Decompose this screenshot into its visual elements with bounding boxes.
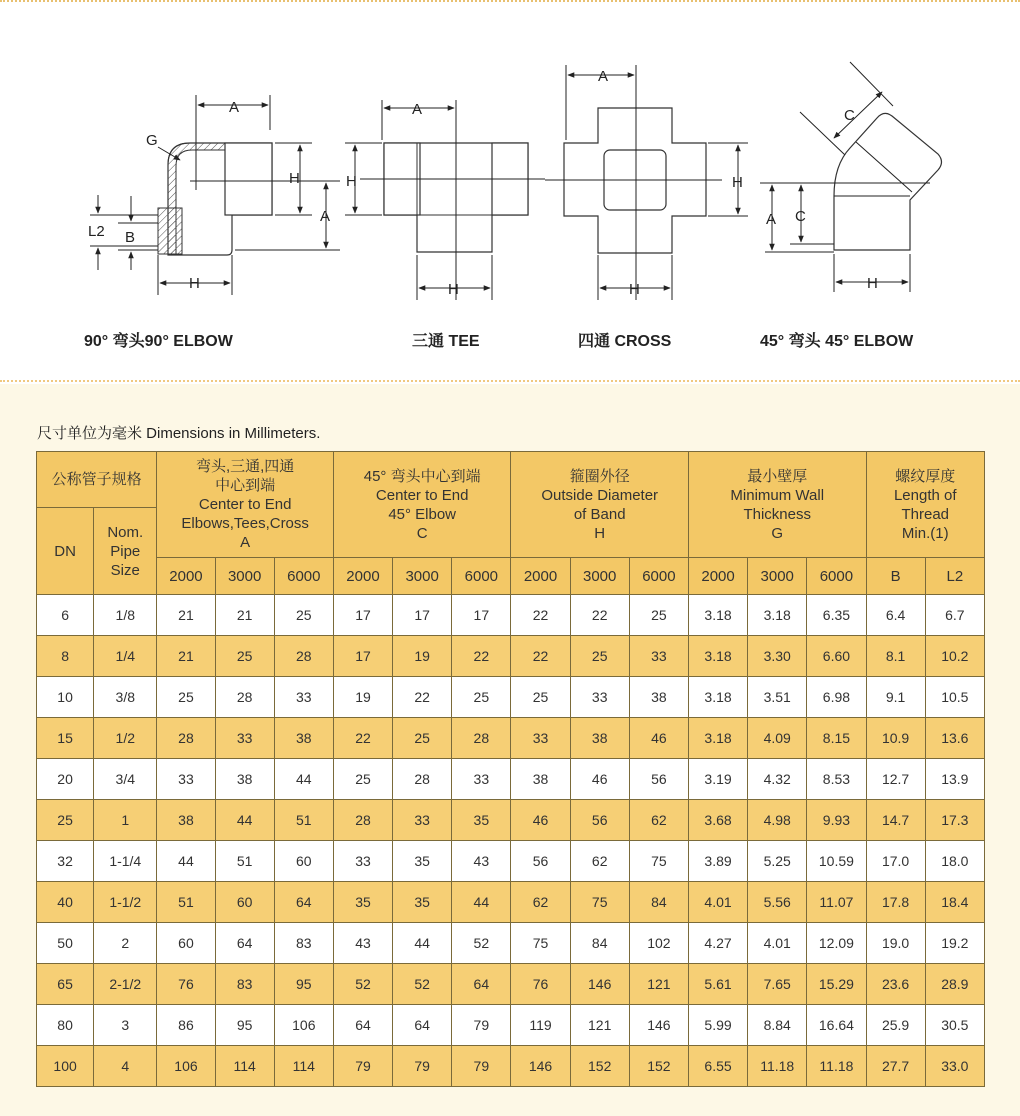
header-a-line4: Elbows,Tees,Cross (181, 515, 309, 532)
table-cell: 35 (393, 841, 452, 882)
table-cell: 3.19 (688, 759, 747, 800)
elbow90-label-h-bottom: H (189, 275, 200, 292)
header-spec-cn: 公称管子规格 (37, 452, 157, 508)
table-row (37, 636, 985, 677)
header-c-line4: C (416, 524, 428, 542)
table-cell: 86 (157, 1005, 215, 1046)
header-c-line2: Center to End (375, 486, 469, 504)
elbow90-label-h-right: H (289, 170, 300, 187)
table-cell: 3.68 (688, 800, 747, 841)
table-cell: 56 (629, 759, 688, 800)
table-cell: 62 (629, 800, 688, 841)
table-cell: 10.9 (866, 718, 925, 759)
table-cell: 11.07 (807, 882, 866, 923)
table-cell: 21 (215, 595, 274, 636)
table-row (37, 595, 985, 636)
table-cell: 2 (94, 923, 157, 964)
table-cell: 25.9 (866, 1005, 925, 1046)
table-cell: 79 (452, 1046, 511, 1087)
table-cell: 15.29 (807, 964, 866, 1005)
table-cell: 146 (511, 1046, 570, 1087)
table-cell: 3/4 (94, 759, 157, 800)
table-cell: 79 (452, 1005, 511, 1046)
table-cell: 5.61 (688, 964, 747, 1005)
table-cell: 6.98 (807, 677, 866, 718)
table-cell: 17 (333, 636, 392, 677)
table-cell: 25 (511, 677, 570, 718)
header-a-line5: A (240, 534, 251, 551)
table-cell: 33.0 (925, 1046, 984, 1087)
elbow90-label-b: B (125, 229, 136, 246)
header-center-to-end-c (333, 452, 511, 558)
table-cell: 43 (333, 923, 392, 964)
table-cell: 35 (333, 882, 392, 923)
table-cell: 25 (393, 718, 452, 759)
header-class-cell: 3000 (570, 558, 629, 595)
table-cell: 8.1 (866, 636, 925, 677)
table-cell: 106 (157, 1046, 215, 1087)
elbow90-caption: 90° 弯头90° ELBOW (84, 333, 233, 350)
table-cell: 9.93 (807, 800, 866, 841)
header-class-cell: 3000 (748, 558, 807, 595)
table-cell: 51 (215, 841, 274, 882)
table-cell: 64 (274, 882, 333, 923)
table-cell: 12.09 (807, 923, 866, 964)
table-cell: 100 (37, 1046, 94, 1087)
table-cell: 64 (393, 1005, 452, 1046)
table-cell: 46 (629, 718, 688, 759)
table-cell: 2-1/2 (94, 964, 157, 1005)
table-cell: 44 (452, 882, 511, 923)
table-cell: 50 (37, 923, 94, 964)
table-cell: 146 (570, 964, 629, 1005)
header-nom-pipe-size (94, 508, 157, 595)
table-cell: 5.25 (748, 841, 807, 882)
header-g-line3: Thickness (743, 505, 811, 523)
table-cell: 4.98 (748, 800, 807, 841)
table-cell: 52 (393, 964, 452, 1005)
table-cell: 22 (333, 718, 392, 759)
table-cell: 40 (37, 882, 94, 923)
table-cell: 83 (215, 964, 274, 1005)
table-cell: 106 (274, 1005, 333, 1046)
table-cell: 3 (94, 1005, 157, 1046)
header-h-line2: Outside Diameter (541, 486, 659, 504)
table-cell: 1-1/2 (94, 882, 157, 923)
table-cell: 152 (570, 1046, 629, 1087)
table-cell: 22 (452, 636, 511, 677)
header-class-cell: 6000 (452, 558, 511, 595)
table-cell: 3.89 (688, 841, 747, 882)
table-cell: 1 (94, 800, 157, 841)
table-cell: 76 (157, 964, 215, 1005)
table-cell: 38 (511, 759, 570, 800)
elbow45-caption: 45° 弯头 45° ELBOW (760, 333, 914, 350)
table-cell: 17 (333, 595, 392, 636)
cross-drawing (545, 65, 748, 300)
table-cell: 4.01 (688, 882, 747, 923)
table-cell: 44 (157, 841, 215, 882)
table-cell: 22 (511, 595, 570, 636)
table-cell: 102 (629, 923, 688, 964)
table-cell: 22 (511, 636, 570, 677)
tee-label-h-left: H (346, 173, 357, 190)
header-class-cell: 3000 (215, 558, 274, 595)
table-cell: 84 (570, 923, 629, 964)
table-cell: 22 (570, 595, 629, 636)
header-h-line4: H (594, 524, 606, 542)
header-class-cell: L2 (925, 558, 984, 595)
table-cell: 10.5 (925, 677, 984, 718)
table-cell: 38 (629, 677, 688, 718)
table-cell: 4.09 (748, 718, 807, 759)
table-row (37, 1046, 985, 1087)
table-row (37, 800, 985, 841)
elbow90-label-a-right: A (320, 208, 331, 225)
table-cell: 46 (511, 800, 570, 841)
table-cell: 6.7 (925, 595, 984, 636)
table-cell: 8.53 (807, 759, 866, 800)
table-cell: 19.0 (866, 923, 925, 964)
elbow90-label-g: G (146, 132, 158, 149)
table-cell: 25 (157, 677, 215, 718)
cross-caption: 四通 CROSS (578, 333, 672, 350)
table-cell: 18.0 (925, 841, 984, 882)
table-cell: 3.18 (748, 595, 807, 636)
table-cell: 18.4 (925, 882, 984, 923)
table-cell: 44 (274, 759, 333, 800)
table-cell: 1/2 (94, 718, 157, 759)
table-cell: 25 (215, 636, 274, 677)
table-cell: 25 (452, 677, 511, 718)
header-class-cell: B (866, 558, 925, 595)
table-cell: 6.60 (807, 636, 866, 677)
header-outside-diameter-h (511, 452, 689, 558)
table-cell: 95 (215, 1005, 274, 1046)
table-cell: 9.1 (866, 677, 925, 718)
header-g-line4: G (771, 524, 784, 542)
tee-drawing (345, 100, 545, 300)
table-cell: 64 (333, 1005, 392, 1046)
header-min-wall-g (688, 452, 866, 558)
units-note: 尺寸单位为毫米 Dimensions in Millimeters. (37, 425, 321, 442)
header-nps-line1: Nom. (107, 523, 144, 541)
table-cell: 79 (393, 1046, 452, 1087)
header-t-line2: Length of (893, 486, 957, 504)
table-cell: 76 (511, 964, 570, 1005)
table-cell: 52 (452, 923, 511, 964)
table-cell: 33 (629, 636, 688, 677)
table-cell: 83 (274, 923, 333, 964)
table-cell: 28 (393, 759, 452, 800)
table-cell: 21 (157, 636, 215, 677)
header-nps-line3: Size (110, 561, 140, 579)
table-cell: 3.18 (688, 677, 747, 718)
table-cell: 32 (37, 841, 94, 882)
elbow90-label-a: A (229, 99, 240, 116)
table-cell: 17.3 (925, 800, 984, 841)
header-class-cell: 6000 (807, 558, 866, 595)
elbow45-label-h-bottom: H (867, 275, 878, 292)
table-cell: 33 (452, 759, 511, 800)
table-cell: 17 (393, 595, 452, 636)
table-cell: 35 (393, 882, 452, 923)
header-class-cell: 2000 (688, 558, 747, 595)
cross-label-h-bottom: H (629, 281, 640, 298)
table-cell: 17.0 (866, 841, 925, 882)
header-class-cell: 6000 (629, 558, 688, 595)
table-cell: 3/8 (94, 677, 157, 718)
table-cell: 8.15 (807, 718, 866, 759)
header-class-cell: 2000 (511, 558, 570, 595)
table-cell: 5.99 (688, 1005, 747, 1046)
table-cell: 19 (333, 677, 392, 718)
table-cell: 33 (215, 718, 274, 759)
table-cell: 6.4 (866, 595, 925, 636)
header-t-line3: Thread (901, 505, 950, 523)
table-cell: 12.7 (866, 759, 925, 800)
elbow90-label-l2: L2 (88, 223, 105, 240)
table-cell: 25 (274, 595, 333, 636)
table-cell: 60 (157, 923, 215, 964)
table-cell: 13.9 (925, 759, 984, 800)
table-cell: 35 (452, 800, 511, 841)
table-row (37, 718, 985, 759)
header-class-cell: 2000 (333, 558, 392, 595)
table-row (37, 841, 985, 882)
table-cell: 30.5 (925, 1005, 984, 1046)
table-cell: 38 (157, 800, 215, 841)
table-cell: 38 (215, 759, 274, 800)
header-class-cell: 3000 (393, 558, 452, 595)
header-class-cell: 6000 (274, 558, 333, 595)
table-cell: 114 (215, 1046, 274, 1087)
table-cell: 25 (333, 759, 392, 800)
table-row (37, 882, 985, 923)
table-cell: 19 (393, 636, 452, 677)
table-cell: 43 (452, 841, 511, 882)
table-cell: 22 (393, 677, 452, 718)
table-cell: 28 (274, 636, 333, 677)
table-cell: 3.18 (688, 595, 747, 636)
table-cell: 6.55 (688, 1046, 747, 1087)
elbow45-label-c: C (795, 208, 806, 225)
header-class-row (37, 558, 985, 595)
table-cell: 33 (511, 718, 570, 759)
table-cell: 8 (37, 636, 94, 677)
table-cell: 33 (333, 841, 392, 882)
table-cell: 25 (570, 636, 629, 677)
table-cell: 17.8 (866, 882, 925, 923)
header-h-line3: of Band (573, 505, 626, 523)
table-cell: 11.18 (748, 1046, 807, 1087)
table-cell: 28 (215, 677, 274, 718)
table-cell: 4.01 (748, 923, 807, 964)
header-c-line1: 45° 弯头中心到端 (363, 467, 481, 485)
table-cell: 17 (452, 595, 511, 636)
header-g-line2: Minimum Wall (730, 486, 825, 504)
table-cell: 52 (333, 964, 392, 1005)
table-cell: 75 (570, 882, 629, 923)
table-cell: 38 (570, 718, 629, 759)
table-cell: 79 (333, 1046, 392, 1087)
table-cell: 15 (37, 718, 94, 759)
table-cell: 75 (629, 841, 688, 882)
elbow45-drawing (760, 62, 942, 292)
table-cell: 10 (37, 677, 94, 718)
dimensions-table (36, 451, 985, 1087)
header-row-1 (37, 452, 985, 508)
header-nps-line2: Pipe (110, 542, 141, 560)
table-cell: 60 (274, 841, 333, 882)
elbow45-label-c-top: C (844, 107, 855, 124)
header-dn: DN (37, 508, 94, 595)
tee-caption: 三通 TEE (412, 333, 480, 350)
table-cell: 62 (570, 841, 629, 882)
table-cell: 27.7 (866, 1046, 925, 1087)
table-cell: 121 (570, 1005, 629, 1046)
table-cell: 51 (157, 882, 215, 923)
table-cell: 4 (94, 1046, 157, 1087)
table-cell: 13.6 (925, 718, 984, 759)
table-cell: 25 (37, 800, 94, 841)
fitting-drawings (0, 4, 1020, 380)
table-cell: 28 (333, 800, 392, 841)
table-cell: 16.64 (807, 1005, 866, 1046)
table-cell: 64 (452, 964, 511, 1005)
header-a-line2: 中心到端 (215, 477, 276, 494)
table-cell: 33 (570, 677, 629, 718)
table-cell: 75 (511, 923, 570, 964)
table-cell: 146 (629, 1005, 688, 1046)
cross-label-h-right: H (732, 174, 743, 191)
header-center-to-end-a (157, 452, 334, 558)
table-cell: 23.6 (866, 964, 925, 1005)
table-cell: 4.32 (748, 759, 807, 800)
header-a-line1: 弯头,三通,四通 (195, 458, 295, 475)
table-cell: 80 (37, 1005, 94, 1046)
table-cell: 119 (511, 1005, 570, 1046)
table-cell: 28.9 (925, 964, 984, 1005)
table-cell: 44 (215, 800, 274, 841)
cross-label-a: A (598, 68, 609, 85)
table-cell: 3.18 (688, 636, 747, 677)
table-cell: 114 (274, 1046, 333, 1087)
table-row (37, 1005, 985, 1046)
table-cell: 1/8 (94, 595, 157, 636)
table-cell: 38 (274, 718, 333, 759)
header-thread-length (866, 452, 984, 558)
header-t-line1: 螺纹厚度 (895, 467, 956, 485)
table-cell: 33 (157, 759, 215, 800)
header-t-line4: Min.(1) (901, 524, 949, 542)
table-cell: 7.65 (748, 964, 807, 1005)
table-cell: 8.84 (748, 1005, 807, 1046)
table-cell: 46 (570, 759, 629, 800)
table-cell: 6.35 (807, 595, 866, 636)
table-cell: 95 (274, 964, 333, 1005)
table-row (37, 759, 985, 800)
table-cell: 14.7 (866, 800, 925, 841)
table-cell: 20 (37, 759, 94, 800)
table-cell: 28 (452, 718, 511, 759)
table-cell: 33 (393, 800, 452, 841)
table-cell: 19.2 (925, 923, 984, 964)
tee-label-h-bottom: H (448, 281, 459, 298)
table-cell: 4.27 (688, 923, 747, 964)
table-body (37, 595, 985, 1087)
table-cell: 56 (511, 841, 570, 882)
table-row (37, 964, 985, 1005)
table-cell: 3.18 (688, 718, 747, 759)
table-cell: 64 (215, 923, 274, 964)
header-class-cell: 2000 (157, 558, 215, 595)
table-cell: 10.2 (925, 636, 984, 677)
table-cell: 5.56 (748, 882, 807, 923)
elbow45-label-a: A (766, 211, 777, 228)
table-cell: 10.59 (807, 841, 866, 882)
table-cell: 152 (629, 1046, 688, 1087)
table-cell: 56 (570, 800, 629, 841)
table-cell: 3.30 (748, 636, 807, 677)
table-cell: 25 (629, 595, 688, 636)
elbow90-drawing (88, 95, 340, 295)
drawings-svg (0, 4, 1020, 380)
header-c-line3: 45° Elbow (388, 505, 457, 523)
tee-label-a: A (412, 101, 423, 118)
table-cell: 1-1/4 (94, 841, 157, 882)
table-cell: 62 (511, 882, 570, 923)
table-cell: 21 (157, 595, 215, 636)
header-h-line1: 箍圈外径 (569, 467, 630, 485)
table-cell: 28 (157, 718, 215, 759)
section-separator (0, 380, 1020, 382)
header-a-line3: Center to End (198, 496, 292, 513)
header-g-line1: 最小壁厚 (747, 467, 808, 485)
table-row (37, 677, 985, 718)
table-cell: 1/4 (94, 636, 157, 677)
table-cell: 65 (37, 964, 94, 1005)
table-cell: 44 (393, 923, 452, 964)
table-cell: 6 (37, 595, 94, 636)
table-cell: 51 (274, 800, 333, 841)
table-cell: 11.18 (807, 1046, 866, 1087)
table-cell: 121 (629, 964, 688, 1005)
table-cell: 33 (274, 677, 333, 718)
table-cell: 3.51 (748, 677, 807, 718)
table-row (37, 923, 985, 964)
table-cell: 60 (215, 882, 274, 923)
table-cell: 84 (629, 882, 688, 923)
